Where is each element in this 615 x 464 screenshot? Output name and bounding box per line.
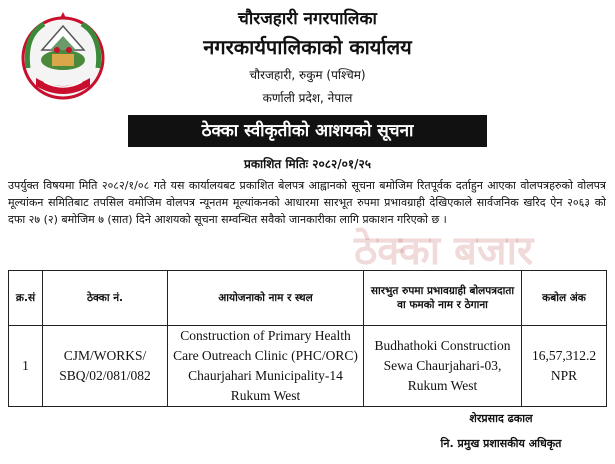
cell-bidder: Budhathoki Construction Sewa Chaurjahari-03, Rukum West [364,326,522,407]
col-header-bidder: सारभुत रुपमा प्रभावग्राही बोलपत्रदाता वा फमको नाम र ठेगाना [364,271,522,326]
office-address: चौरजहारी, रुकुम (पश्चिम) [249,68,366,82]
municipality-name: चौरजहारी नगरपालिका [238,9,377,29]
watermark: ठेक्का बजार [354,228,534,274]
col-header-contract-no: ठेक्का नं. [43,271,168,326]
award-table [8,270,607,407]
office-name: नगरकार्यपालिकाको कार्यालय [203,35,412,59]
col-header-sn: क्र.सं [9,271,43,326]
cell-contract-no: CJM/WORKS/ SBQ/02/081/082 [43,326,168,407]
table-header-row [9,271,607,326]
col-header-project: आयोजनाको नाम र स्थल [168,271,364,326]
signatory-name: शेरप्रसाद ढकाल [469,412,533,425]
cell-sn: 1 [9,326,43,407]
notice-body: उपर्युक्त विषयमा मिति २०८२/१/०८ गते यस कार्यालयबट प्रकाशित बेलपत्र आह्वानको सूचना बमोजिम रितपूर्वक दर्ताहुन आएका वोलपत्रहरुको वोलपत्र मूल्यांकन समितिबाट तपसिल वमोजिम वोलपत्र न्यूनतम मूल्यांकनको आधारमा सारभूत रुपमा प्रभावग्राही देखिएकाले सार्वजनिक खरिद ऐन २०६३ को दफा २७ (२) बमोजिम ७ (सात) दिने आशयको सूचना सम्वन्धित सवैको जानकारीका लागि प्रकाशन गरिएको छ । [8,179,606,226]
table-row [9,326,607,407]
cell-amount: 16,57,312.2 NPR [522,326,607,407]
province-name: कर्णाली प्रदेश, नेपाल [262,91,353,105]
col-header-amount: कबोल अंक [522,271,607,326]
cell-project: Construction of Primary Health Care Outreach Clinic (PHC/ORC) Chaurjahari Municipality-14 Rukum West [168,326,364,407]
signatory-designation: नि. प्रमुख प्रशासकीय अधिकृत [440,437,562,450]
published-date: प्रकाशित मितिः २०८२/०१/२५ [244,157,371,171]
notice-title: ठेक्का स्वीकृतीको आशयको सूचना [128,115,487,147]
